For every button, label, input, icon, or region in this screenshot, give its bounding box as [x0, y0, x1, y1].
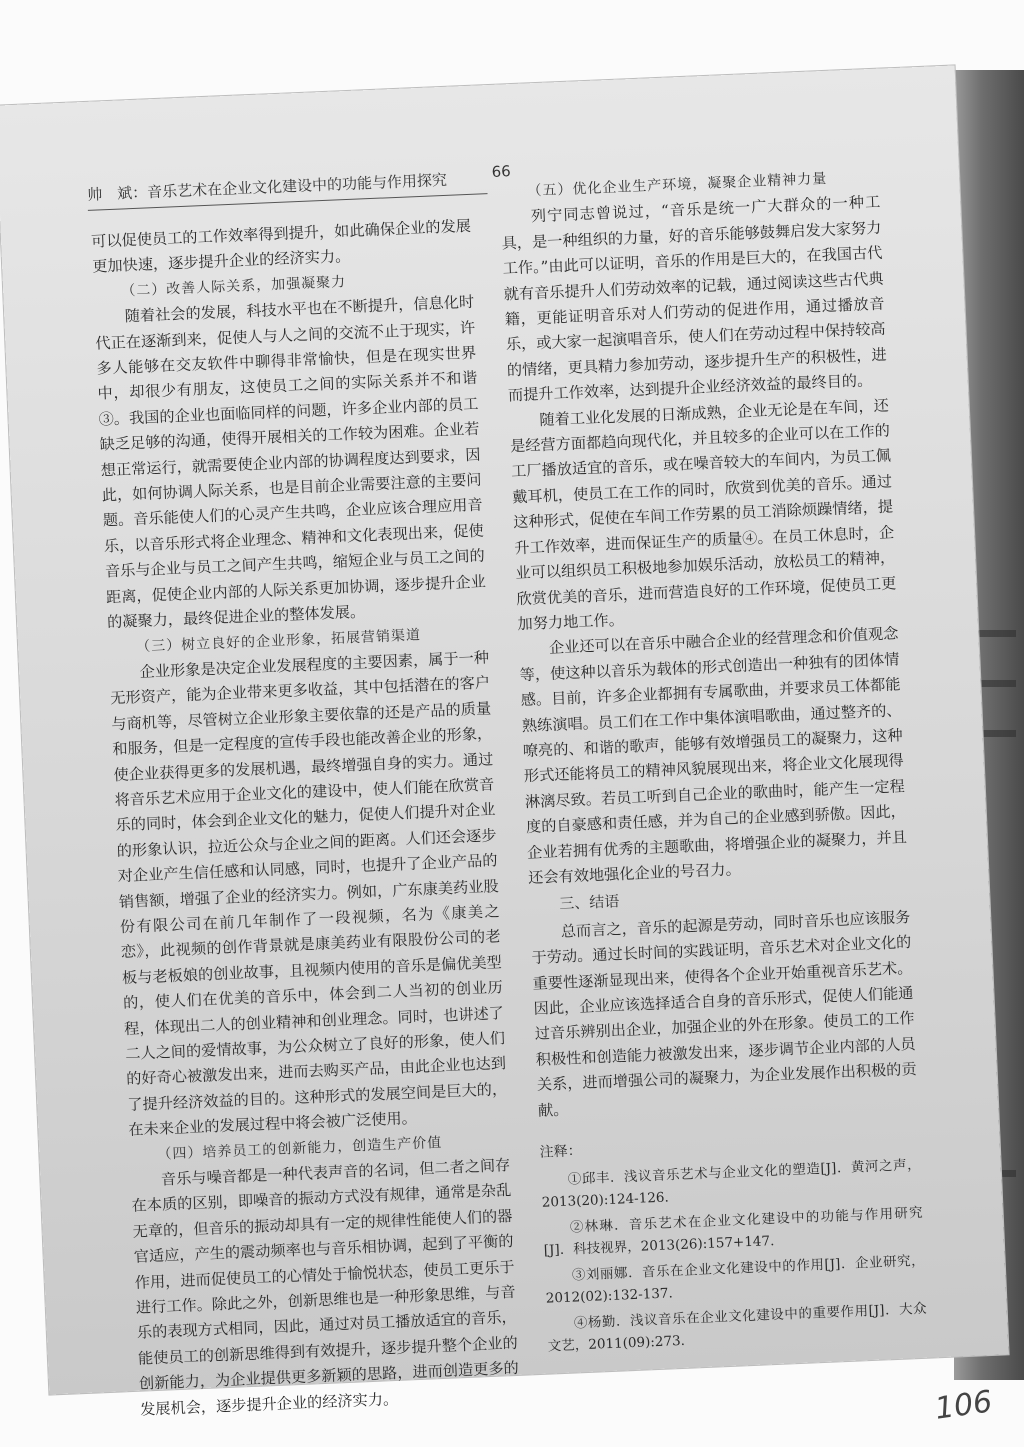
subsection-heading: （五）优化企业生产环境，凝聚企业精神力量 [527, 170, 828, 200]
paragraph: 随着工业化发展的日渐成熟，企业无论是在车间，还是经营方面都趋向现代化，并且较多的企业可以在工作的工厂播放适宜的音乐，或在噪音较大的车间内，为员工佩戴耳机，使员工在工作的同时，欣赏到优美的音乐。通过这种形式，促使在车间工作劳累的员工消除烦躁情绪，提升工作效率，进而保证生产的质量④。在员工休息时，企业可以组织员工积极地参加娱乐活动，放松员工的精神，欣赏优美的音乐，进而营造良好的工作环境，促使员工更加努力地工作。 [509, 396, 897, 634]
paragraph: 列宁同志曾说过，“音乐是统一广大群众的一种工具，是一种组织的力量，好的音乐能够鼓舞启发大家努力工作。”由此可以证明，音乐的作用是巨大的，在我国古代就有音乐提升人们劳动效率的记载，通过阅读这些古代典籍，更能证明音乐对人们劳动的促进作用，通过播放音乐，或大家一起演唱音乐，使人们在劳动过程中保持较高的情绪，更具精力参加劳动，逐步提升生产的积极性，进而提升工作效率，达到提升企业经济效益的最终目的。 [501, 193, 887, 405]
note-item: ①邱丰．浅议音乐艺术与企业文化的塑造[J]．黄河之声，2013(20):124-126. [541, 1156, 921, 1211]
notes-block [539, 1126, 928, 1358]
subsection-heading: （四）培养员工的创新能力，创造生产价值 [157, 1134, 443, 1163]
paragraph: 可以促使员工的工作效率得到提升，如此确保企业的发展更加快速，逐步提升企业的经济实力。 [90, 216, 472, 277]
subsection-heading: （三）树立良好的企业形象，拓展营销渠道 [135, 626, 422, 655]
subsection-heading: （二）改善人际关系，加强凝聚力 [120, 273, 347, 300]
note-item: ②林琳．音乐艺术在企业文化建设中的功能与作用研究[J]．科技视界，2013(26):157+147. [543, 1204, 923, 1259]
section-heading: 三、结语 [558, 892, 620, 914]
note-item: ③刘丽娜．音乐在企业文化建设中的作用[J]．企业研究，2012(02):132-137. [545, 1252, 925, 1307]
left-column [91, 214, 521, 1423]
header-title: 帅 斌：音乐艺术在企业文化建设中的功能与作用探究 [86, 170, 448, 204]
notes-heading: 注释： [539, 1143, 583, 1161]
paragraph: 企业还可以在音乐中融合企业的经营理念和价值观念等，使这种以音乐为载体的形式创造出一种独有的团体情感。目前，许多企业都拥有专属歌曲，并要求员工体都能熟练演唱。员工们在工作中集体演唱歌曲，通过整齐的、嘹亮的、和谐的歌声，能够有效增强员工的凝聚力，这种形式还能将员工的精神风貌展现出来，将企业文化展现得淋漓尽致。若员工听到自己企业的歌曲时，能产生一定程度的自豪感和责任感，并为自己的企业感到骄傲。因此，企业若拥有优秀的主题歌曲，将增强企业的凝聚力，并且还会有效地强化企业的号召力。 [519, 624, 908, 887]
paragraph: 企业形象是决定企业发展程度的主要因素，属于一种无形资产，能为企业带来更多收益，其中包括潜在的客户与商机等，尽管树立企业形象主要依靠的还是产品的质量和服务，但是一定程度的宣传手段也能改善企业的形象，使企业获得更多的发展机遇，最终增强自身的实力。通过将音乐艺术应用于企业文化的建设中，使人们能在欣赏音乐的同时，体会到企业文化的魅力，促使人们提升对企业的形象认识，拉近公众与企业之间的距离。人们还会逐步对企业产生信任感和认同感，同时，也提升了企业产品的销售额，增强了企业的经济实力。例如，广东康美药业股份有限公司在前几年制作了一段视频，名为《康美之恋》，此视频的创作背景就是康美药业有限股份公司的老板与老板娘的创业故事，且视频内使用的音乐是偏优美型的，使人们在优美的音乐中，体会到二人当初的创业历程，体现出二人的创业精神和创业理念。同时，也讲述了二人之间的爱情故事，为公众树立了良好的形象，使人们的好奇心被激发出来，进而去购买产品，由此企业也达到了提升经济效益的目的。这种形式的发展空间是巨大的，在未来企业的发展过程中将会被广泛使用。 [109, 648, 508, 1140]
right-column [499, 165, 928, 1362]
paragraph: 音乐与噪音都是一种代表声音的名词，但二者之间存在本质的区别，即噪音的振动方式没有规律，通常是杂乱无章的，但音乐的振动却具有一定的规律性能使人们的器官适应，产生的震动频率也与音乐相协调，起到了平衡的作用，进而促使员工的心情处于愉悦状态，使员工更乐于进行工作。除此之外，创新思维也是一种形象思维，与音乐的表现方式相同，因此，通过对员工播放适宜的音乐，能使员工的创新思维得到有效提升，逐步提升整个企业的创新能力，为企业提供更多新颖的思路，进而创造更多的发展机会，逐步提升企业的经济实力。 [131, 1156, 520, 1419]
handwritten-page-number: 106 [932, 1384, 995, 1427]
paragraph: 总而言之，音乐的起源是劳动，同时音乐也应该服务于劳动。通过长时间的实践证明，音乐艺术对企业文化的重要性逐渐显现出来，使得各个企业开始重视音乐艺术。因此，企业应该选择适合自身的音乐形式，促使人们能通过音乐辨别出企业，加强企业的外在形象。使员工的工作积极性和创造能力被激发出来，逐步调节企业内部的人员关系，进而增强公司的凝聚力，为企业发展作出积极的贡献。 [531, 907, 917, 1120]
paragraph: 随着社会的发展，科技水平也在不断提升，信息化时代正在逐渐到来，促使人与人之间的交流不止于现实，许多人能够在交友软件中聊得非常愉快，但是在现实世界中，却很少有朋友，这使员工之间的实际关系并不和谐③。我国的企业也面临同样的问题，许多企业内部的员工缺乏足够的沟通，使得开展相关的工作较为困难。企业若想正常运行，就需要使企业内部的协调程度达到要求，因此，如何协调人际关系，也是目前企业需要注意的主要问题。音乐能使人们的心灵产生共鸣，企业应该合理应用音乐，以音乐形式将企业理念、精神和文化表现出来，促使音乐与企业与员工之间产生共鸣，缩短企业与员工之间的距离，促使企业内部的人际关系更加协调，逐步提升企业的凝聚力，最终促进企业的整体发展。 [95, 293, 487, 632]
page-number: 66 [491, 162, 512, 181]
note-item: ④杨勤．浅议音乐在企业文化建设中的重要作用[J]．大众文艺，2011(09):273. [547, 1300, 927, 1355]
